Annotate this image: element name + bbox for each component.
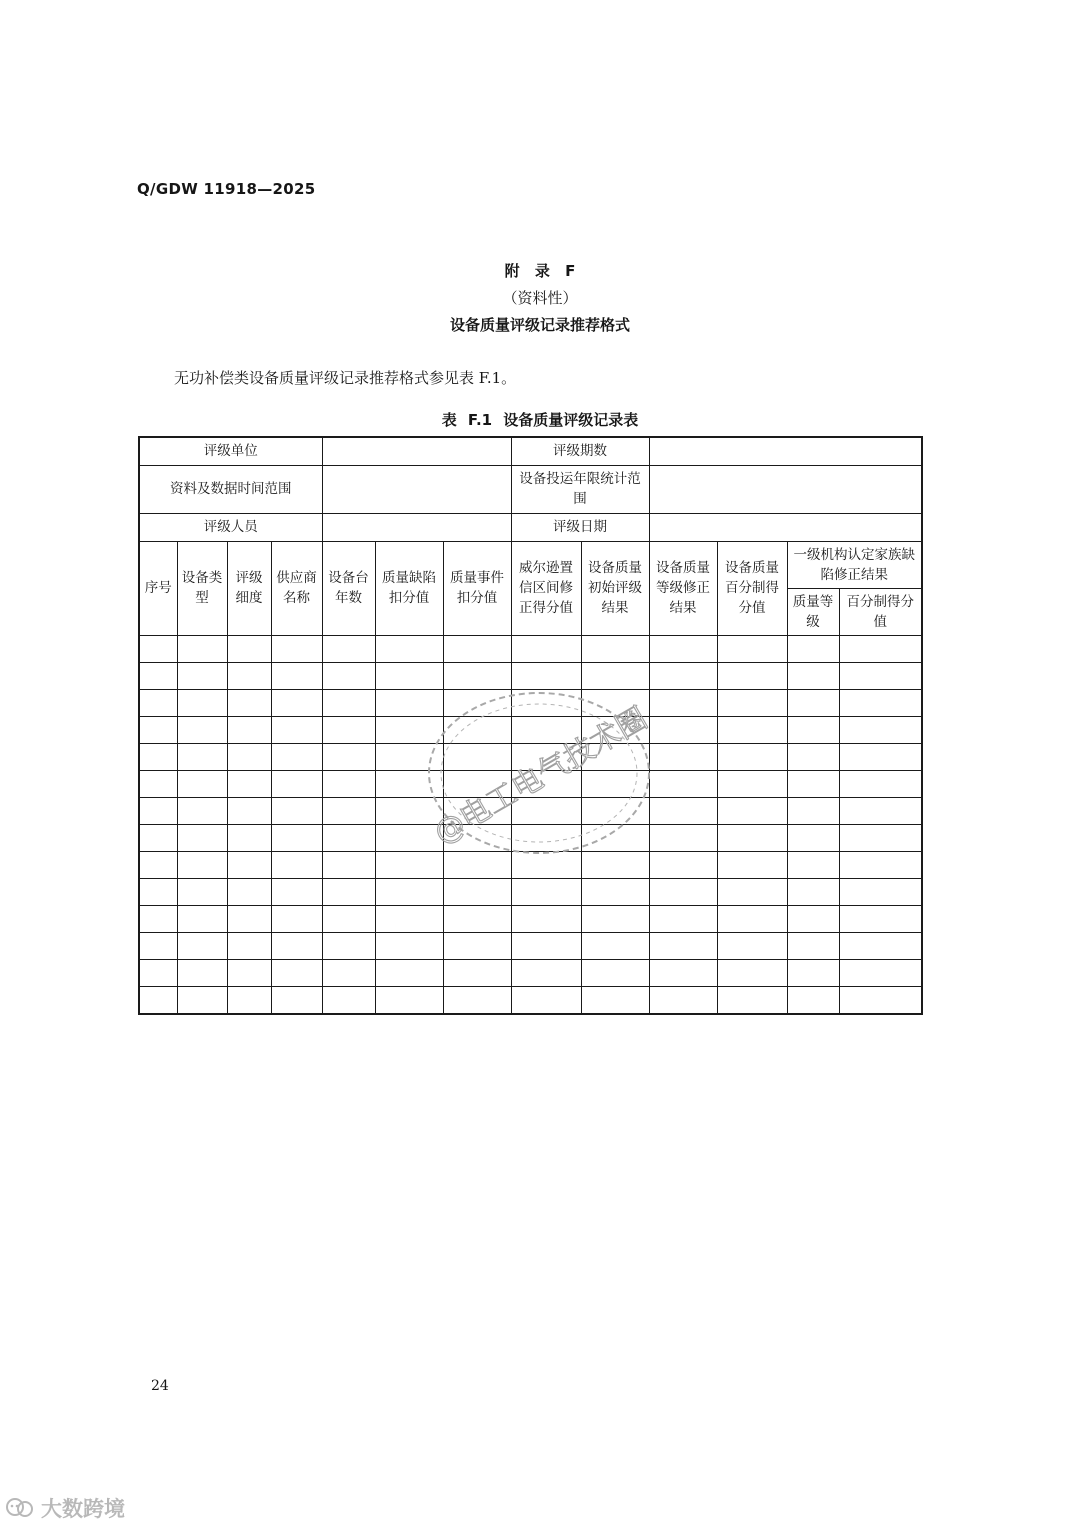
- table-cell[interactable]: [511, 905, 581, 932]
- table-cell[interactable]: [787, 743, 839, 770]
- table-cell[interactable]: [227, 905, 271, 932]
- table-cell[interactable]: [717, 986, 787, 1014]
- table-cell[interactable]: [227, 770, 271, 797]
- rating-record-table: [138, 436, 923, 1015]
- header-seq: 序号: [139, 541, 177, 635]
- table-cell[interactable]: [271, 986, 322, 1014]
- table-cell[interactable]: [581, 716, 649, 743]
- table-cell[interactable]: [787, 878, 839, 905]
- table-cell[interactable]: [375, 689, 443, 716]
- table-cell[interactable]: [443, 689, 511, 716]
- table-cell[interactable]: [649, 932, 717, 959]
- header-supplier: 供应商名称: [271, 541, 322, 635]
- table-cell[interactable]: [839, 959, 922, 986]
- period-value-cell[interactable]: [649, 437, 922, 465]
- table-cell[interactable]: [511, 959, 581, 986]
- data-range-label: 资料及数据时间范围: [139, 465, 322, 513]
- table-cell[interactable]: [511, 932, 581, 959]
- table-cell[interactable]: [139, 662, 177, 689]
- table-cell[interactable]: [271, 851, 322, 878]
- unit-label: 评级单位: [139, 437, 322, 465]
- table-cell[interactable]: [322, 878, 375, 905]
- table-cell[interactable]: [649, 743, 717, 770]
- table-cell[interactable]: [177, 743, 227, 770]
- unit-value-cell[interactable]: [322, 437, 511, 465]
- table-cell[interactable]: [839, 932, 922, 959]
- table-cell[interactable]: [322, 797, 375, 824]
- table-cell[interactable]: [717, 851, 787, 878]
- table-cell[interactable]: [581, 770, 649, 797]
- table-cell[interactable]: [139, 959, 177, 986]
- table-cell[interactable]: [649, 689, 717, 716]
- table-cell[interactable]: [139, 716, 177, 743]
- table-cell[interactable]: [322, 689, 375, 716]
- personnel-value-cell[interactable]: [322, 513, 511, 541]
- appendix-heading: 设备质量评级记录推荐格式: [449, 316, 630, 334]
- table-cell[interactable]: [177, 662, 227, 689]
- table-cell[interactable]: [271, 689, 322, 716]
- table-cell[interactable]: [177, 851, 227, 878]
- table-row: [139, 905, 922, 932]
- table-cell[interactable]: [375, 878, 443, 905]
- table-row: [139, 662, 922, 689]
- table-cell[interactable]: [375, 932, 443, 959]
- header-family-defect-group: 一级机构认定家族缺陷修正结果: [787, 541, 922, 588]
- table-cell[interactable]: [511, 797, 581, 824]
- table-cell[interactable]: [443, 986, 511, 1014]
- table-cell[interactable]: [271, 959, 322, 986]
- table-cell[interactable]: [787, 797, 839, 824]
- table-cell[interactable]: [271, 824, 322, 851]
- table-cell[interactable]: [227, 635, 271, 662]
- table-cell[interactable]: [581, 986, 649, 1014]
- table-cell[interactable]: [271, 797, 322, 824]
- header-device-type: 设备类型: [177, 541, 227, 635]
- table-cell[interactable]: [787, 662, 839, 689]
- table-cell[interactable]: [443, 743, 511, 770]
- table-cell[interactable]: [839, 716, 922, 743]
- table-cell[interactable]: [322, 635, 375, 662]
- brand-name: 大数跨境: [41, 1497, 125, 1521]
- table-cell[interactable]: [581, 824, 649, 851]
- table-row: [139, 932, 922, 959]
- table-row: [139, 824, 922, 851]
- table-cell[interactable]: [581, 797, 649, 824]
- table-cell[interactable]: [511, 662, 581, 689]
- table-cell[interactable]: [443, 716, 511, 743]
- table-cell[interactable]: [649, 986, 717, 1014]
- chat-bubble-icon: [5, 1497, 35, 1519]
- table-cell[interactable]: [839, 770, 922, 797]
- table-cell[interactable]: [177, 797, 227, 824]
- table-row: [139, 716, 922, 743]
- table-cell[interactable]: [177, 716, 227, 743]
- table-cell[interactable]: [271, 770, 322, 797]
- header-quality-grade: 质量等级: [787, 588, 839, 635]
- table-cell[interactable]: [271, 743, 322, 770]
- table-cell[interactable]: [322, 662, 375, 689]
- table-cell[interactable]: [717, 662, 787, 689]
- data-range-value-cell[interactable]: [322, 465, 511, 513]
- brand-watermark: [5, 1493, 125, 1523]
- header-years: 设备台年数: [322, 541, 375, 635]
- age-range-value-cell[interactable]: [649, 465, 922, 513]
- table-cell[interactable]: [322, 770, 375, 797]
- table-cell[interactable]: [227, 662, 271, 689]
- table-cell[interactable]: [443, 770, 511, 797]
- table-cell[interactable]: [139, 635, 177, 662]
- table-cell[interactable]: [787, 689, 839, 716]
- table-cell[interactable]: [271, 905, 322, 932]
- table-cell[interactable]: [271, 635, 322, 662]
- table-cell[interactable]: [839, 689, 922, 716]
- document-code: Q/GDW 11918—2025: [137, 180, 316, 198]
- table-cell[interactable]: [581, 932, 649, 959]
- date-value-cell[interactable]: [649, 513, 922, 541]
- table-cell[interactable]: [322, 932, 375, 959]
- table-cell[interactable]: [322, 851, 375, 878]
- date-label: 评级日期: [511, 513, 649, 541]
- header-row-1: [139, 541, 922, 588]
- table-cell[interactable]: [139, 743, 177, 770]
- table-cell[interactable]: [139, 878, 177, 905]
- table-cell[interactable]: [443, 932, 511, 959]
- table-cell[interactable]: [787, 851, 839, 878]
- table-cell[interactable]: [177, 824, 227, 851]
- meta-row-personnel: [139, 513, 922, 541]
- table-cell[interactable]: [511, 743, 581, 770]
- table-row: [139, 689, 922, 716]
- table-cell[interactable]: [649, 662, 717, 689]
- table-cell[interactable]: [322, 716, 375, 743]
- table-cell[interactable]: [375, 905, 443, 932]
- table-cell[interactable]: [322, 743, 375, 770]
- table-cell[interactable]: [649, 797, 717, 824]
- table-cell[interactable]: [649, 905, 717, 932]
- header-defect-deduction: 质量缺陷扣分值: [375, 541, 443, 635]
- table-cell[interactable]: [581, 689, 649, 716]
- table-row: [139, 743, 922, 770]
- table-cell[interactable]: [177, 932, 227, 959]
- table-cell[interactable]: [227, 743, 271, 770]
- page-number: 24: [151, 1378, 169, 1394]
- table-row: [139, 959, 922, 986]
- table-cell[interactable]: [139, 824, 177, 851]
- table-cell[interactable]: [839, 986, 922, 1014]
- watermark-text: @电工电气技术圈: [428, 700, 654, 852]
- table-cell[interactable]: [649, 878, 717, 905]
- table-cell[interactable]: [581, 851, 649, 878]
- table-cell[interactable]: [375, 986, 443, 1014]
- table-cell[interactable]: [581, 635, 649, 662]
- table-cell[interactable]: [375, 851, 443, 878]
- table-cell[interactable]: [375, 824, 443, 851]
- table-cell[interactable]: [839, 851, 922, 878]
- appendix-title: 附 录 F: [504, 262, 576, 280]
- table-cell[interactable]: [511, 824, 581, 851]
- table-cell[interactable]: [139, 689, 177, 716]
- meta-row-unit: [139, 437, 922, 465]
- table-cell[interactable]: [717, 932, 787, 959]
- table-cell[interactable]: [511, 635, 581, 662]
- table-cell[interactable]: [511, 716, 581, 743]
- table-cell[interactable]: [839, 797, 922, 824]
- table-row: [139, 797, 922, 824]
- meta-row-range: [139, 465, 922, 513]
- table-cell[interactable]: [139, 986, 177, 1014]
- table-cell[interactable]: [227, 932, 271, 959]
- table-cell[interactable]: [717, 716, 787, 743]
- table-cell[interactable]: [717, 635, 787, 662]
- table-cell[interactable]: [139, 797, 177, 824]
- table-cell[interactable]: [787, 905, 839, 932]
- table-cell[interactable]: [271, 716, 322, 743]
- table-cell[interactable]: [322, 905, 375, 932]
- table-cell[interactable]: [227, 797, 271, 824]
- table-row: [139, 770, 922, 797]
- table-cell[interactable]: [227, 878, 271, 905]
- period-label: 评级期数: [511, 437, 649, 465]
- table-cell[interactable]: [511, 851, 581, 878]
- table-cell[interactable]: [443, 851, 511, 878]
- table-cell[interactable]: [227, 716, 271, 743]
- appendix-nature: （资料性）: [502, 289, 578, 307]
- empty-rows: [139, 635, 922, 1014]
- header-granularity: 评级细度: [227, 541, 271, 635]
- table-cell[interactable]: [177, 959, 227, 986]
- table-cell[interactable]: [649, 959, 717, 986]
- table-cell[interactable]: [322, 959, 375, 986]
- table-cell[interactable]: [443, 959, 511, 986]
- header-initial-grade: 设备质量初始评级结果: [581, 541, 649, 635]
- table-cell[interactable]: [649, 635, 717, 662]
- table-cell[interactable]: [839, 743, 922, 770]
- age-range-label: 设备投运年限统计范围: [511, 465, 649, 513]
- table-cell[interactable]: [839, 635, 922, 662]
- intro-paragraph: 无功补偿类设备质量评级记录推荐格式参见表 F.1。: [174, 369, 517, 387]
- table-cell[interactable]: [787, 824, 839, 851]
- table-cell[interactable]: [443, 797, 511, 824]
- table-cell[interactable]: [649, 824, 717, 851]
- table-cell[interactable]: [717, 905, 787, 932]
- table-cell[interactable]: [375, 770, 443, 797]
- table-cell[interactable]: [839, 662, 922, 689]
- table-cell[interactable]: [581, 743, 649, 770]
- table-cell[interactable]: [177, 689, 227, 716]
- table-cell[interactable]: [717, 878, 787, 905]
- table-cell[interactable]: [717, 797, 787, 824]
- table-cell[interactable]: [787, 986, 839, 1014]
- table-cell[interactable]: [177, 905, 227, 932]
- table-cell[interactable]: [177, 770, 227, 797]
- table-cell[interactable]: [443, 635, 511, 662]
- table-cell[interactable]: [375, 716, 443, 743]
- table-cell[interactable]: [717, 743, 787, 770]
- table-cell[interactable]: [443, 824, 511, 851]
- table-cell[interactable]: [271, 878, 322, 905]
- table-cell[interactable]: [839, 824, 922, 851]
- table-cell[interactable]: [227, 824, 271, 851]
- table-cell[interactable]: [581, 959, 649, 986]
- table-cell[interactable]: [443, 878, 511, 905]
- table-cell[interactable]: [375, 797, 443, 824]
- table-cell[interactable]: [375, 635, 443, 662]
- table-cell[interactable]: [787, 635, 839, 662]
- table-cell[interactable]: [649, 770, 717, 797]
- table-caption: 表 F.1 设备质量评级记录表: [441, 411, 639, 429]
- table-cell[interactable]: [511, 986, 581, 1014]
- table-cell[interactable]: [443, 662, 511, 689]
- table-cell[interactable]: [139, 770, 177, 797]
- table-cell[interactable]: [139, 905, 177, 932]
- table-cell[interactable]: [139, 932, 177, 959]
- table-row: [139, 851, 922, 878]
- table-cell[interactable]: [839, 878, 922, 905]
- table-cell[interactable]: [511, 878, 581, 905]
- table-cell[interactable]: [839, 905, 922, 932]
- table-cell[interactable]: [787, 959, 839, 986]
- table-row: [139, 878, 922, 905]
- table-cell[interactable]: [227, 689, 271, 716]
- table-cell[interactable]: [649, 716, 717, 743]
- table-cell[interactable]: [322, 824, 375, 851]
- table-cell[interactable]: [511, 770, 581, 797]
- table-cell[interactable]: [581, 905, 649, 932]
- table-row: [139, 635, 922, 662]
- table-cell[interactable]: [581, 878, 649, 905]
- table-cell[interactable]: [581, 662, 649, 689]
- header-percent-score: 设备质量百分制得分值: [717, 541, 787, 635]
- table-cell[interactable]: [787, 770, 839, 797]
- table-cell[interactable]: [443, 905, 511, 932]
- personnel-label: 评级人员: [139, 513, 322, 541]
- table-cell[interactable]: [717, 959, 787, 986]
- header-grade-correction: 设备质量等级修正结果: [649, 541, 717, 635]
- table-cell[interactable]: [649, 851, 717, 878]
- table-cell[interactable]: [375, 743, 443, 770]
- header-weibull-correction: 威尔逊置信区间修正得分值: [511, 541, 581, 635]
- table-cell[interactable]: [227, 851, 271, 878]
- table-cell[interactable]: [717, 824, 787, 851]
- table-cell[interactable]: [375, 662, 443, 689]
- table-cell[interactable]: [177, 986, 227, 1014]
- table-cell[interactable]: [271, 932, 322, 959]
- table-cell[interactable]: [227, 959, 271, 986]
- table-cell[interactable]: [511, 689, 581, 716]
- table-cell[interactable]: [177, 635, 227, 662]
- table-cell[interactable]: [787, 716, 839, 743]
- table-cell[interactable]: [717, 770, 787, 797]
- header-percent-value: 百分制得分值: [839, 588, 922, 635]
- table-cell[interactable]: [177, 878, 227, 905]
- header-event-deduction: 质量事件扣分值: [443, 541, 511, 635]
- table-cell[interactable]: [322, 986, 375, 1014]
- table-cell[interactable]: [227, 986, 271, 1014]
- table-cell[interactable]: [139, 851, 177, 878]
- table-cell[interactable]: [787, 932, 839, 959]
- table-cell[interactable]: [375, 959, 443, 986]
- table-row: [139, 986, 922, 1014]
- table-cell[interactable]: [271, 662, 322, 689]
- table-cell[interactable]: [717, 689, 787, 716]
